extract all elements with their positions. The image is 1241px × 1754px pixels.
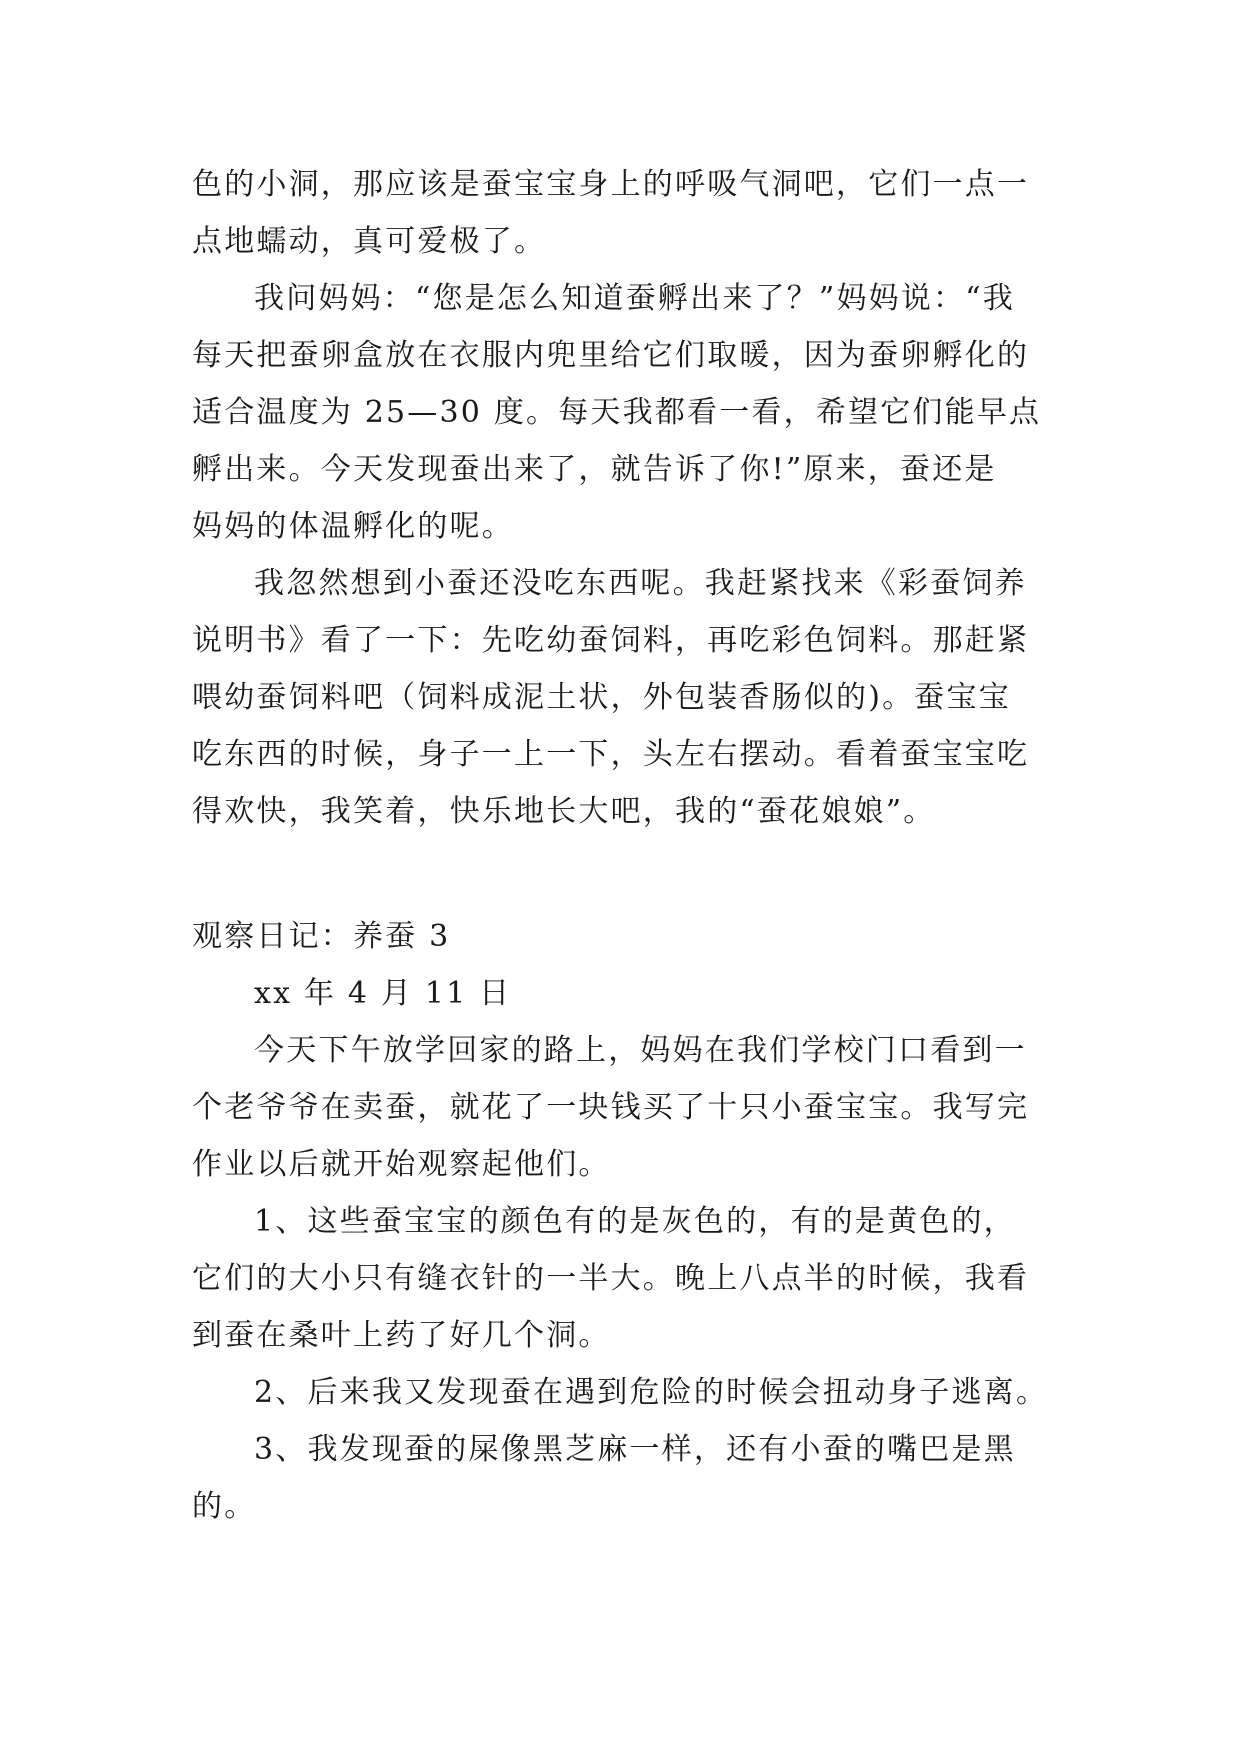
list-item-line: 2、后来我又发现蚕在遇到危险的时候会扭动身子逃离。 xyxy=(254,1375,1049,1410)
list-item-line: 到蚕在桑叶上药了好几个洞。 xyxy=(192,1318,611,1353)
paragraph-line: 今天下午放学回家的路上，妈妈在我们学校门口看到一 xyxy=(254,1033,1027,1068)
paragraph-line: 色的小洞，那应该是蚕宝宝身上的呼吸气洞吧，它们一点一 xyxy=(192,167,1030,202)
paragraph-line: 妈妈的体温孵化的呢。 xyxy=(192,509,514,544)
section-title: 观察日记：养蚕 3 xyxy=(192,919,451,954)
list-item-line: 1、这些蚕宝宝的颜色有的是灰色的，有的是黄色的， xyxy=(254,1204,1016,1239)
list-item-line: 3、我发现蚕的屎像黑芝麻一样，还有小蚕的嘴巴是黑 xyxy=(254,1432,1016,1467)
paragraph-line: 作业以后就开始观察起他们。 xyxy=(192,1147,611,1182)
paragraph-line: 每天把蚕卵盒放在衣服内兜里给它们取暖，因为蚕卵孵化的 xyxy=(192,338,1030,373)
paragraph-line: 我问妈妈：“您是怎么知道蚕孵出来了？”妈妈说：“我 xyxy=(254,281,1016,316)
list-item-line: 它们的大小只有缝衣针的一半大。晚上八点半的时候，我看 xyxy=(192,1261,1030,1296)
paragraph-line: 得欢快，我笑着，快乐地长大吧，我的“蚕花娘娘”。 xyxy=(192,794,936,829)
paragraph-line: 适合温度为 25—30 度。每天我都看一看，希望它们能早点 xyxy=(192,395,1042,430)
paragraph-line: 说明书》看了一下：先吃幼蚕饲料，再吃彩色饲料。那赶紧 xyxy=(192,623,1030,658)
paragraph-line: 我忽然想到小蚕还没吃东西呢。我赶紧找来《彩蚕饲养 xyxy=(254,566,1027,601)
paragraph-line: 吃东西的时候，身子一上一下，头左右摆动。看着蚕宝宝吃 xyxy=(192,737,1030,772)
paragraph-line: 喂幼蚕饲料吧（饲料成泥土状，外包装香肠似的)。蚕宝宝 xyxy=(192,680,1011,715)
paragraph-line: 孵出来。今天发现蚕出来了，就告诉了你!”原来，蚕还是 xyxy=(192,452,997,487)
paragraph-line: 个老爷爷在卖蚕，就花了一块钱买了十只小蚕宝宝。我写完 xyxy=(192,1090,1030,1125)
diary-date: xx 年 4 月 11 日 xyxy=(254,976,512,1011)
list-item-line: 的。 xyxy=(192,1489,257,1524)
paragraph-line: 点地蠕动，真可爱极了。 xyxy=(192,224,547,259)
